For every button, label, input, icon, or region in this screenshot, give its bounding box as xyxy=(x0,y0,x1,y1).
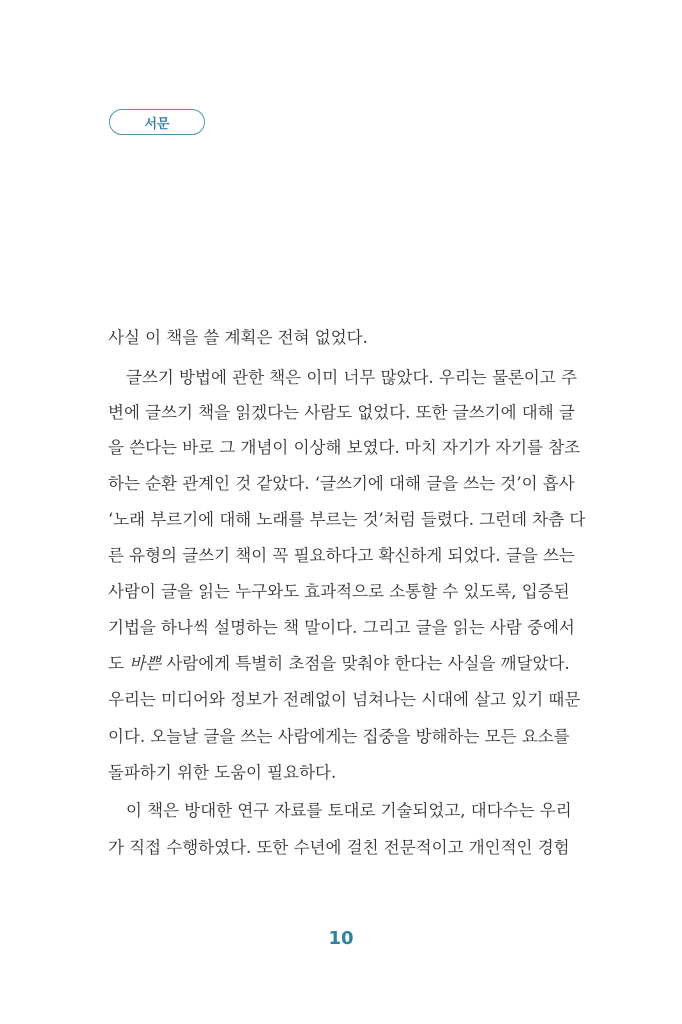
paragraph-line: 가 직접 수행하였다. 또한 수년에 걸친 전문적이고 개인적인 경험 xyxy=(108,838,570,857)
paragraph-line xyxy=(108,653,570,675)
page-number: 10 xyxy=(328,928,354,949)
paragraph-line: 변에 글쓰기 책을 읽겠다는 사람도 없었다. 또한 글쓰기에 대해 글 xyxy=(108,403,575,422)
paragraph-line: 이 책은 방대한 연구 자료를 토대로 기술되었고, 대다수는 우리 xyxy=(126,801,572,820)
paragraph-line: 사람이 글을 읽는 누구와도 효과적으로 소통할 수 있도록, 입증된 xyxy=(108,582,570,601)
paragraph-line: 이다. 오늘날 글을 쓰는 사람에게는 집중을 방해하는 모든 요소를 xyxy=(108,727,570,746)
paragraph-line: 을 쓴다는 바로 그 개념이 이상해 보였다. 마치 자기가 자기를 참조 xyxy=(108,438,581,457)
paragraph-line: 사실 이 책을 쓸 계획은 전혀 없었다. xyxy=(108,328,368,347)
paragraph-line: 른 유형의 글쓰기 책이 꼭 필요하다고 확신하게 되었다. 글을 쓰는 xyxy=(108,546,575,565)
paragraph-line: 돌파하기 위한 도움이 필요하다. xyxy=(108,763,337,782)
paragraph-line: 하는 순환 관계인 것 같았다. ‘글쓰기에 대해 글을 쓰는 것’이 흡사 xyxy=(108,474,575,493)
paragraph-line: ‘노래 부르기에 대해 노래를 부르는 것’처럼 들렸다. 그런데 차츰 다 xyxy=(108,510,586,529)
section-tag: 서문 xyxy=(109,109,205,135)
italic-emphasis: 바쁜 xyxy=(129,654,162,673)
paragraph-line: 우리는 미디어와 정보가 전례없이 넘쳐나는 시대에 살고 있기 때문 xyxy=(108,690,581,709)
paragraph-line: 기법을 하나씩 설명하는 책 말이다. 그리고 글을 읽는 사람 중에서 xyxy=(108,618,575,637)
text-segment: 도 xyxy=(108,654,130,673)
paragraph-line: 글쓰기 방법에 관한 책은 이미 너무 많았다. 우리는 물론이고 주 xyxy=(126,368,577,387)
text-segment: 사람에게 특별히 초점을 맞춰야 한다는 사실을 깨달았다. xyxy=(161,654,570,673)
